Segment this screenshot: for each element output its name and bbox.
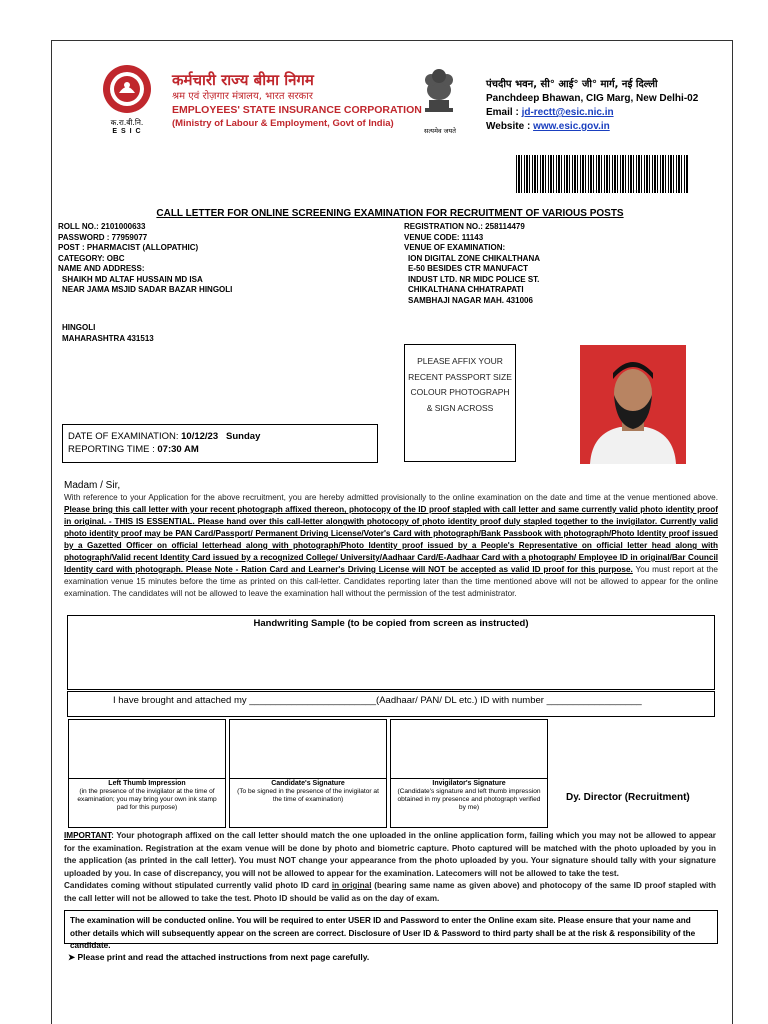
- website-label: Website :: [486, 121, 531, 132]
- esic-abbrev: E S I C: [112, 128, 142, 135]
- website-line: [486, 121, 610, 132]
- candidate-photo: [580, 345, 686, 464]
- reporting-line: [68, 443, 377, 456]
- id-declaration-box[interactable]: [67, 691, 715, 717]
- letter-body: [64, 492, 718, 600]
- candidate-signature-caption: [229, 778, 387, 828]
- letter-title: CALL LETTER FOR ONLINE SCREENING EXAMINATION FOR RECRUITMENT OF VARIOUS POSTS: [156, 208, 624, 219]
- important-text-2b: in original: [331, 881, 372, 890]
- hindi-ministry: श्रम एवं रोज़गार मंत्रालय, भारत सरकार: [172, 91, 313, 102]
- exam-date-label: DATE OF EXAMINATION:: [68, 431, 179, 442]
- invigilator-signature-title: Invigilator's Signature: [432, 780, 506, 787]
- barcode: [516, 155, 688, 193]
- thumb-title: Left Thumb Impression: [108, 780, 186, 787]
- salutation: Madam / Sir,: [64, 480, 121, 491]
- arrow-icon: ➤: [68, 952, 76, 962]
- venue-line-1: ION DIGITAL ZONE CHIKALTHANA: [408, 253, 540, 263]
- candidate-city-block: [62, 323, 362, 344]
- roll-no: ROLL NO.: 2101000633: [58, 222, 146, 231]
- candidate-state: MAHARASHTRA 431513: [62, 333, 154, 343]
- email-label: Email :: [486, 107, 519, 118]
- letter-id-requirements: Please bring this call letter with your recent photograph affixed thereon, photocopy of the ID proof stapled with call letter and same currently valid photo identity proof in original. - THIS IS ESSENTIAL. Please hand over this call-letter alongwith photocopy of photo identity proof duly stapled together to the invigilator. Currently valid photo identity proof may be PAN Card/Passport/ Permanent Driving License/Voter's Card with photograph/Bank Passbook with photograph/Photo Identity proof issued by a Gazetted Officer on official letterhead along with photograph/Photo Identity proof issued by a People's Representative on official letter head along with photograph/Valid recent Identity Card issued by a recognized College/ University/Aadhaar Card/E-Aadhaar Card with a photograph/ Employee ID in original/Bar Council Identity card with photograph. Please Note - Ration Card and Learner's Driving License will NOT be accepted as valid ID proof for this purpose.: [64, 505, 718, 574]
- thumb-impression-box[interactable]: [68, 719, 226, 779]
- ministry: (Ministry of Labour & Employment, Govt of India): [172, 118, 394, 129]
- exam-date: 10/12/23: [181, 431, 219, 442]
- thumb-caption: [68, 778, 226, 828]
- invigilator-signature-caption: [390, 778, 548, 828]
- exam-schedule-box: [62, 424, 378, 463]
- footer-note: [68, 952, 369, 963]
- venue-line-5: SAMBHAJI NAGAR MAH. 431006: [408, 295, 533, 305]
- org-name: EMPLOYEES' STATE INSURANCE CORPORATION: [172, 104, 422, 116]
- candidate-city: HINGOLI: [62, 323, 96, 332]
- venue-info: [404, 222, 704, 306]
- candidate-signature-title: Candidate's Signature: [271, 780, 345, 787]
- letter-reporting-note: You must report at the examination venue 15 minutes before the time as printed on this call-letter. Candidates reporting later than the time mentioned above will not be allowed to appear for the online examination. The candidates will not be allowed to leave the examination hall without the permission of the test administrator.: [64, 565, 718, 598]
- important-text-2c: (bearing same name as given above) and photocopy of the same ID proof stapled with the call letter will not be allowed to take the test. Photo ID should be valid as on the day of exam.: [64, 881, 717, 903]
- reporting-label: REPORTING TIME :: [68, 444, 155, 455]
- esic-hindi-abbrev: क.रा.बी.नि.: [110, 118, 144, 127]
- important-label: IMPORTANT: [64, 831, 112, 840]
- candidate-signature-box[interactable]: [229, 719, 387, 779]
- name-address-label: NAME AND ADDRESS:: [58, 264, 145, 273]
- registration-no: REGISTRATION NO.: 258114479: [404, 222, 525, 231]
- venue-line-2: E-50 BESIDES CTR MANUFACT: [408, 264, 529, 273]
- website-link[interactable]: www.esic.gov.in: [533, 121, 610, 132]
- important-text: : Your photograph affixed on the call letter should match the one uploaded in the online application form, failing which you may not be allowed to appear for the examination. Registration at the exam venue will be done by photo and biometric capture. Photo captured will be matched with the photo uploaded by you in the application (as printed in the call letter). You must NOT change your appearance from the photo uploaded by you. Your signature should tally with your signature uploaded by you. In case of discrepancy, you will not be allowed to appear for the examination. Latecomers will not be allowed to take the test.: [64, 831, 716, 878]
- photo-affix-box: [404, 344, 516, 462]
- candidate-address: NEAR JAMA MSJID SADAR BAZAR HINGOLI: [62, 285, 233, 294]
- handwriting-sample-box[interactable]: [67, 615, 715, 690]
- online-exam-notice: [64, 910, 718, 950]
- category: CATEGORY: OBC: [58, 253, 125, 263]
- important-text-2a: Candidates coming without stipulated currently valid photo ID card: [64, 881, 330, 890]
- hindi-title: कर्मचारी राज्य बीमा निगम: [172, 71, 314, 89]
- footer-text: Please print and read the attached instructions from next page carefully.: [77, 952, 370, 962]
- esic-logo-icon: [101, 63, 153, 115]
- address: Panchdeep Bhawan, CIG Marg, New Delhi-02: [486, 93, 699, 104]
- venue-line-4: CHIKALTHANA CHHATRAPATI: [408, 285, 524, 294]
- photo-note-3: COLOUR PHOTOGRAPH: [410, 387, 510, 397]
- letter-intro: With reference to your Application for the above recruitment, you are hereby admitted provisionally to the online examination on the date and time at the venue mentioned above.: [64, 493, 718, 502]
- invigilator-signature-desc: (Candidate's signature and left thumb impression obtained in my presence and photograph verified by me): [397, 788, 541, 811]
- candidate-name: SHAIKH MD ALTAF HUSSAIN MD ISA: [62, 274, 203, 284]
- thumb-desc: (in the presence of the invigilator at the time of examination; you may bring your own ink stamp pad for this purpose): [77, 788, 217, 811]
- national-emblem-icon: [421, 62, 457, 126]
- emblem-caption: सत्यमेव जयते: [424, 127, 456, 135]
- notice-text: The examination will be conducted online. You will be required to enter USER ID and Password to enter the Online exam site. Please ensure that your name and other details which will subsequently appear on the screen are correct. Disclosure of User ID & Password to third party shall be at the risk & responsibility of the candidate.: [70, 916, 696, 950]
- director-title: Dy. Director (Recruitment): [566, 792, 690, 803]
- exam-day: Sunday: [226, 431, 261, 442]
- exam-date-line: [68, 430, 377, 443]
- photo-note-1: PLEASE AFFIX YOUR: [417, 356, 503, 366]
- address-hindi: पंचदीप भवन, सी° आई° जी° मार्ग, नई दिल्ली: [486, 79, 658, 90]
- invigilator-signature-box[interactable]: [390, 719, 548, 779]
- email-line: [486, 107, 614, 118]
- email-link[interactable]: jd-rectt@esic.nic.in: [521, 107, 614, 118]
- id-declaration: I have brought and attached my ________________________(Aadhaar/ PAN/ DL etc.) ID with number __________________: [113, 695, 642, 706]
- photo-note-4: & SIGN ACROSS: [426, 402, 494, 413]
- venue-code: VENUE CODE: 11143: [404, 232, 484, 242]
- candidate-info: [58, 222, 388, 296]
- reporting-time: 07:30 AM: [157, 444, 199, 455]
- handwriting-label: Handwriting Sample (to be copied from screen as instructed): [253, 618, 529, 629]
- post: POST : PHARMACIST (ALLOPATHIC): [58, 243, 199, 252]
- password: PASSWORD : 77959077: [58, 232, 148, 242]
- important-note: [64, 830, 716, 905]
- venue-line-3: INDUST LTD. NR MIDC POLICE ST.: [408, 274, 540, 284]
- candidate-signature-desc: (To be signed in the presence of the invigilator at the time of examination): [237, 788, 379, 803]
- venue-label: VENUE OF EXAMINATION:: [404, 243, 506, 252]
- photo-note-2: RECENT PASSPORT SIZE: [408, 371, 512, 382]
